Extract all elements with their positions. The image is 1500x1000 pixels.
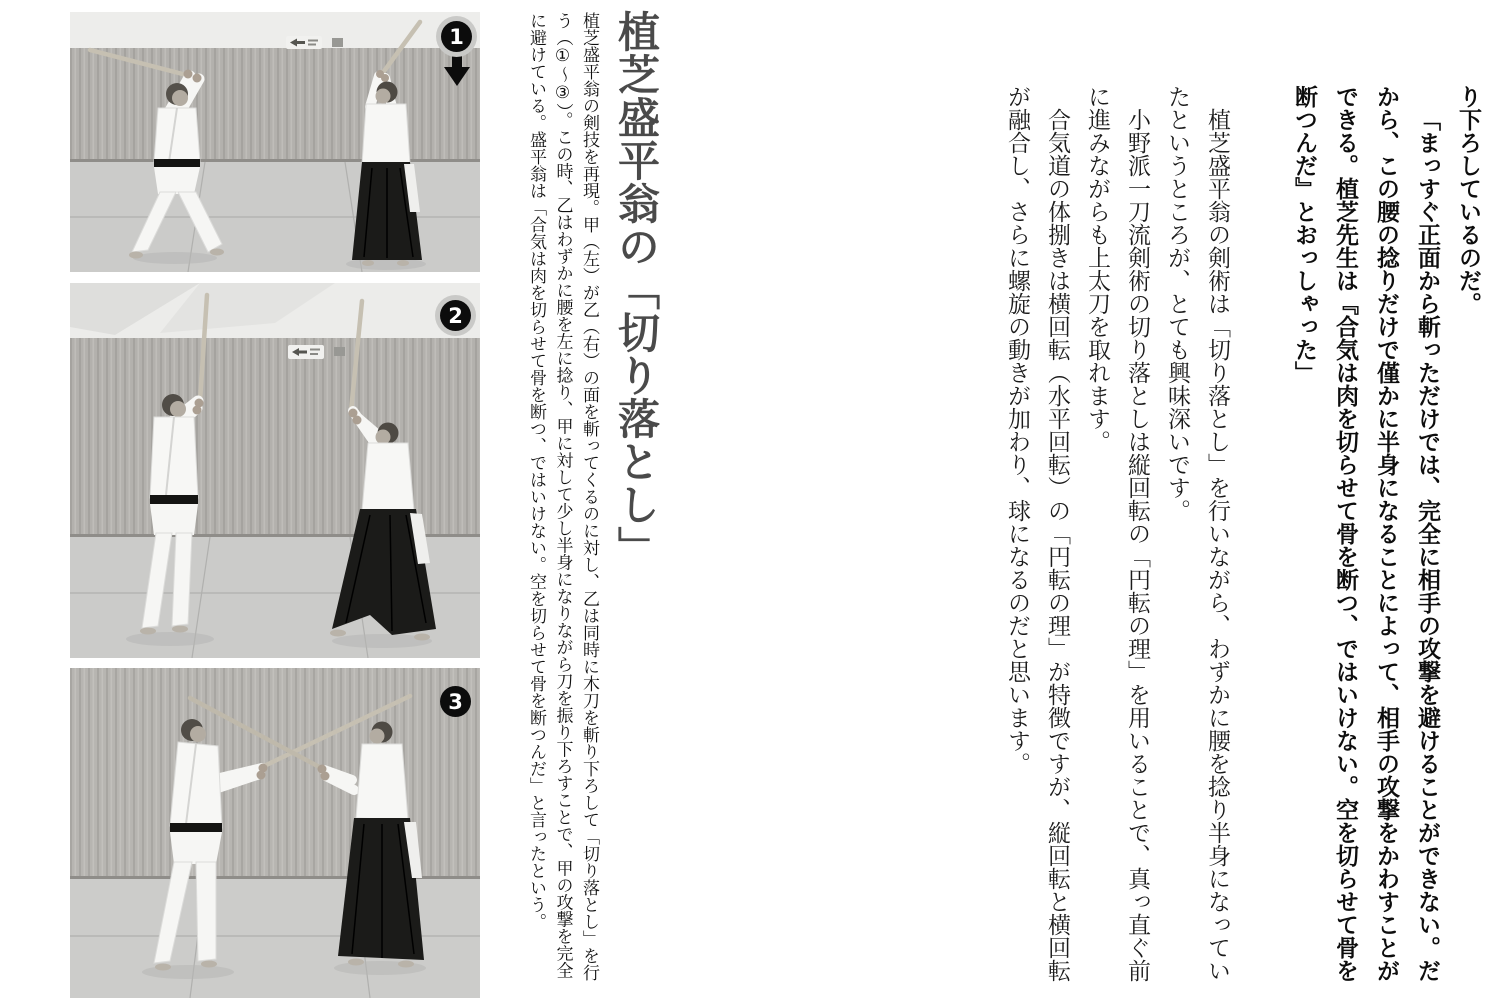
photo-number-badge <box>440 686 471 717</box>
dojo-wall <box>70 48 480 162</box>
lead-quote-text <box>1283 85 1488 990</box>
lead-paragraph: 「まっすぐ正面から斬っただけでは、完全に相手の攻撃を避けることができない。だから、この腰の捻りだけで僅かに半身になることによって、相手の攻撃をかわすことができる。植芝先生は『合気は肉を切らせて骨を断つ、ではいけない。空を切らせて骨を断つんだ』とおっしゃった」 <box>1291 85 1440 982</box>
black-belt <box>154 159 200 167</box>
photo-number: 2 <box>448 303 463 328</box>
photo-number: 3 <box>448 689 463 714</box>
gi-torso <box>362 443 414 511</box>
article-title-text: 植芝盛平翁の「切り落とし」 <box>612 10 661 569</box>
gi-torso <box>154 108 200 162</box>
photo-1-image <box>70 12 480 272</box>
caption-text: 植芝盛平翁の剣技を再現。甲（左）が乙（右）の面を斬ってくるのに対し、乙は同時に木刀を斬り下ろして「切り落とし」を行う（①～③）。この時、乙はわずかに腰を左に捻り、甲に対して少し半身になりながら刀を振り下ろすことで、甲の攻撃を完全に避けている。盛平翁は「合気は肉を切らせて骨を断つ、ではいけない。空を切らせて骨を断つんだ」と言ったという。 <box>526 12 599 981</box>
vent-box <box>334 347 345 356</box>
photo-3 <box>70 668 480 998</box>
shadow <box>126 632 214 646</box>
photo-number-badge <box>440 300 471 331</box>
photo-3-image <box>70 668 480 998</box>
photo-number-badge <box>441 21 472 52</box>
photo-2 <box>70 283 480 658</box>
front-leg <box>172 533 192 626</box>
commentary-paragraph: 植芝盛平翁の剣術は「切り落とし」を行いながら、わずかに腰を捻り半身になっていたというところが、とても興味深いです。 <box>1164 85 1230 982</box>
wall-sign <box>288 345 324 359</box>
black-belt <box>170 823 222 832</box>
lead-paragraph: り下ろしているのだ。 <box>1455 85 1481 315</box>
wall-sign <box>286 36 322 49</box>
article-title <box>602 10 668 576</box>
commentary-paragraph: 合気道の体捌きは横回転（水平回転）の「円転の理」が特徴ですが、縦回転と横回転が融合し、さらに螺旋の動きが加わり、球になるのだと思います。 <box>1004 85 1070 982</box>
vent-box <box>332 38 343 47</box>
front-leg <box>196 862 216 961</box>
commentary-text <box>997 85 1237 990</box>
black-belt <box>150 495 198 504</box>
dojo-ceiling <box>70 12 480 50</box>
dojo-wall <box>70 338 480 536</box>
photo-2-image <box>70 283 480 658</box>
photo-number: 1 <box>449 24 464 49</box>
down-arrow-icon <box>444 53 480 272</box>
gi-torso <box>356 744 408 820</box>
shadow <box>133 252 217 264</box>
gi-torso <box>362 104 410 164</box>
photo-1 <box>70 12 480 272</box>
gi-torso <box>150 417 198 498</box>
photo-caption <box>496 12 602 990</box>
commentary-paragraph: 小野派一刀流剣術の切り落としは縦回転の「円転の理」を用いることで、真っ直ぐ前に進みながらも上太刀を取れます。 <box>1084 85 1150 982</box>
gi-torso <box>170 742 222 828</box>
